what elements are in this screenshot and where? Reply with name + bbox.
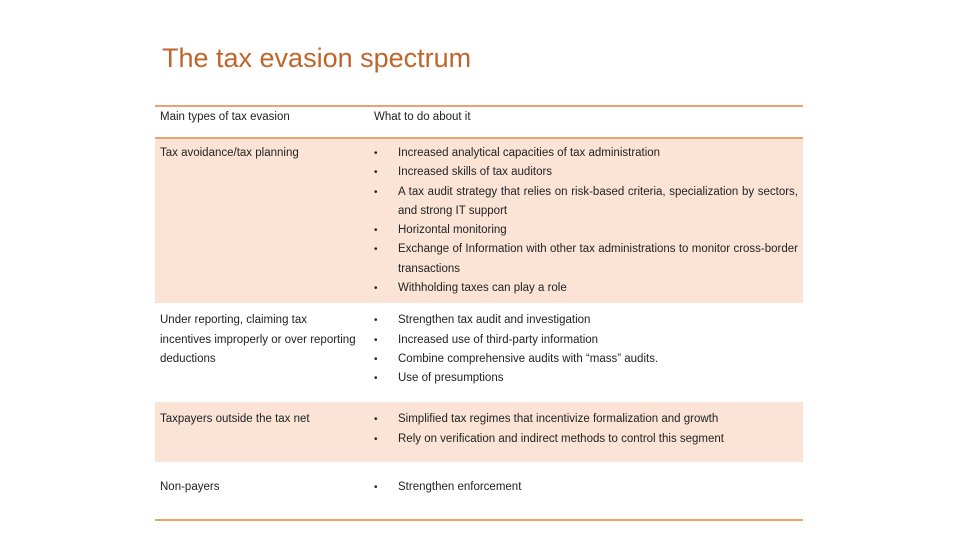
table-row [155,138,803,303]
action-list [371,410,798,449]
evasion-type-cell: Taxpayers outside the tax net [155,402,366,462]
table-row [155,462,803,520]
list-item: • A tax audit strategy that relies on risk-based criteria, specialization by sectors, and strong IT support [371,183,798,222]
list-item: • Simplified tax regimes that incentivize formalization and growth [371,410,798,429]
list-item: • Horizontal monitoring [371,221,798,240]
list-item: • Use of presumptions [371,369,798,388]
list-item: • Strengthen enforcement [371,478,798,497]
actions-cell [366,402,803,462]
action-list [371,144,798,298]
header-what-to-do: What to do about it [366,106,803,138]
table-row [155,303,803,402]
list-item: • Withholding taxes can play a role [371,279,798,298]
actions-cell [366,462,803,520]
header-main-types: Main types of tax evasion [155,106,366,138]
tax-evasion-table [155,105,803,521]
evasion-type-cell: Under reporting, claiming tax incentives improperly or over reporting deductions [155,303,366,402]
table-header-row [155,106,803,138]
list-item: • Rely on verification and indirect methods to control this segment [371,430,798,449]
slide-title: The tax evasion spectrum [162,43,472,73]
actions-cell [366,303,803,402]
evasion-type-cell: Non-payers [155,462,366,520]
table-row [155,402,803,462]
action-list [371,478,798,497]
list-item: • Increased skills of tax auditors [371,163,798,182]
list-item: • Combine comprehensive audits with “mass” audits. [371,350,798,369]
list-item: • Increased analytical capacities of tax administration [371,144,798,163]
list-item: • Exchange of Information with other tax administrations to monitor cross-border transactions [371,240,798,279]
list-item: • Increased use of third-party information [371,331,798,350]
list-item: • Strengthen tax audit and investigation [371,311,798,330]
action-list [371,311,798,388]
actions-cell [366,138,803,303]
evasion-type-cell: Tax avoidance/tax planning [155,138,366,303]
